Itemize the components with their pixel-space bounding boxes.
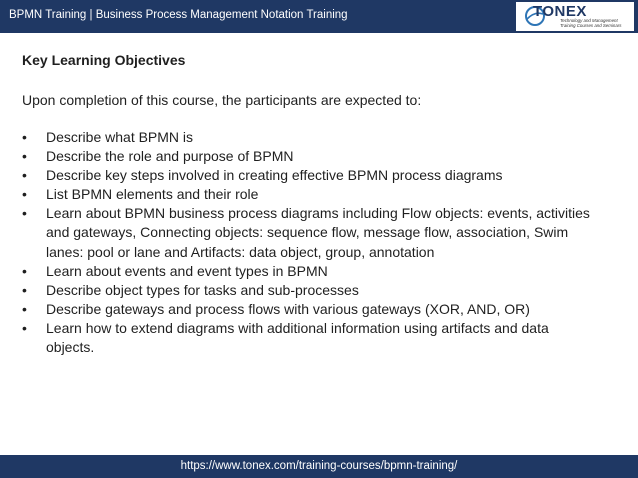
header-title: BPMN Training | Business Process Management Notation Training (9, 9, 348, 21)
list-item (22, 128, 592, 147)
logo-tagline-line2: Training Courses and Seminars (560, 23, 622, 28)
header-bar (0, 0, 638, 33)
objective-text: Learn how to extend diagrams with additional information using artifacts and data objects. (46, 319, 549, 356)
list-item (22, 319, 592, 357)
list-item (22, 262, 592, 281)
objective-text: Describe what BPMN is (46, 129, 194, 145)
bullet-icon: • (22, 186, 27, 203)
objective-text: Describe object types for tasks and sub-processes (46, 281, 359, 298)
objectives-list (22, 128, 592, 357)
footer-url: https://www.tonex.com/training-courses/bpmn-training/ (180, 460, 458, 472)
bullet-icon: • (22, 129, 27, 145)
list-item (22, 185, 592, 204)
bullet-icon: • (22, 205, 27, 222)
bullet-icon: • (22, 319, 27, 336)
page-title: Key Learning Objectives (22, 52, 186, 68)
footer-bar (0, 455, 638, 478)
logo-wordmark: TONEX (533, 3, 587, 20)
list-item (22, 147, 592, 166)
list-item (22, 204, 592, 261)
objective-text: Describe key steps involved in creating effective BPMN process diagrams (46, 167, 503, 184)
bullet-icon: • (22, 281, 27, 298)
objective-text: Describe gateways and process flows with various gateways (XOR, AND, OR) (46, 300, 530, 317)
bullet-icon: • (22, 300, 27, 317)
list-item (22, 281, 592, 300)
logo-tagline (560, 18, 621, 28)
list-item (22, 166, 592, 185)
bullet-icon: • (22, 148, 27, 165)
objective-text: Describe the role and purpose of BPMN (46, 148, 294, 165)
objective-text: List BPMN elements and their role (46, 186, 259, 203)
logo-tagline-line1: Technology and Management (560, 18, 618, 23)
list-item (22, 300, 592, 319)
bullet-icon: • (22, 167, 27, 184)
tonex-logo (516, 2, 634, 31)
intro-text: Upon completion of this course, the participants are expected to: (22, 92, 422, 108)
objective-text: Learn about events and event types in BPMN (46, 262, 328, 279)
objective-text: Learn about BPMN business process diagrams including Flow objects: events, activities and gateways, Connecting objects: sequence flow, message flow, association, Swim lanes: pool or lane and Artifacts: data object, group, annotation (46, 205, 590, 260)
bullet-icon: • (22, 262, 27, 279)
